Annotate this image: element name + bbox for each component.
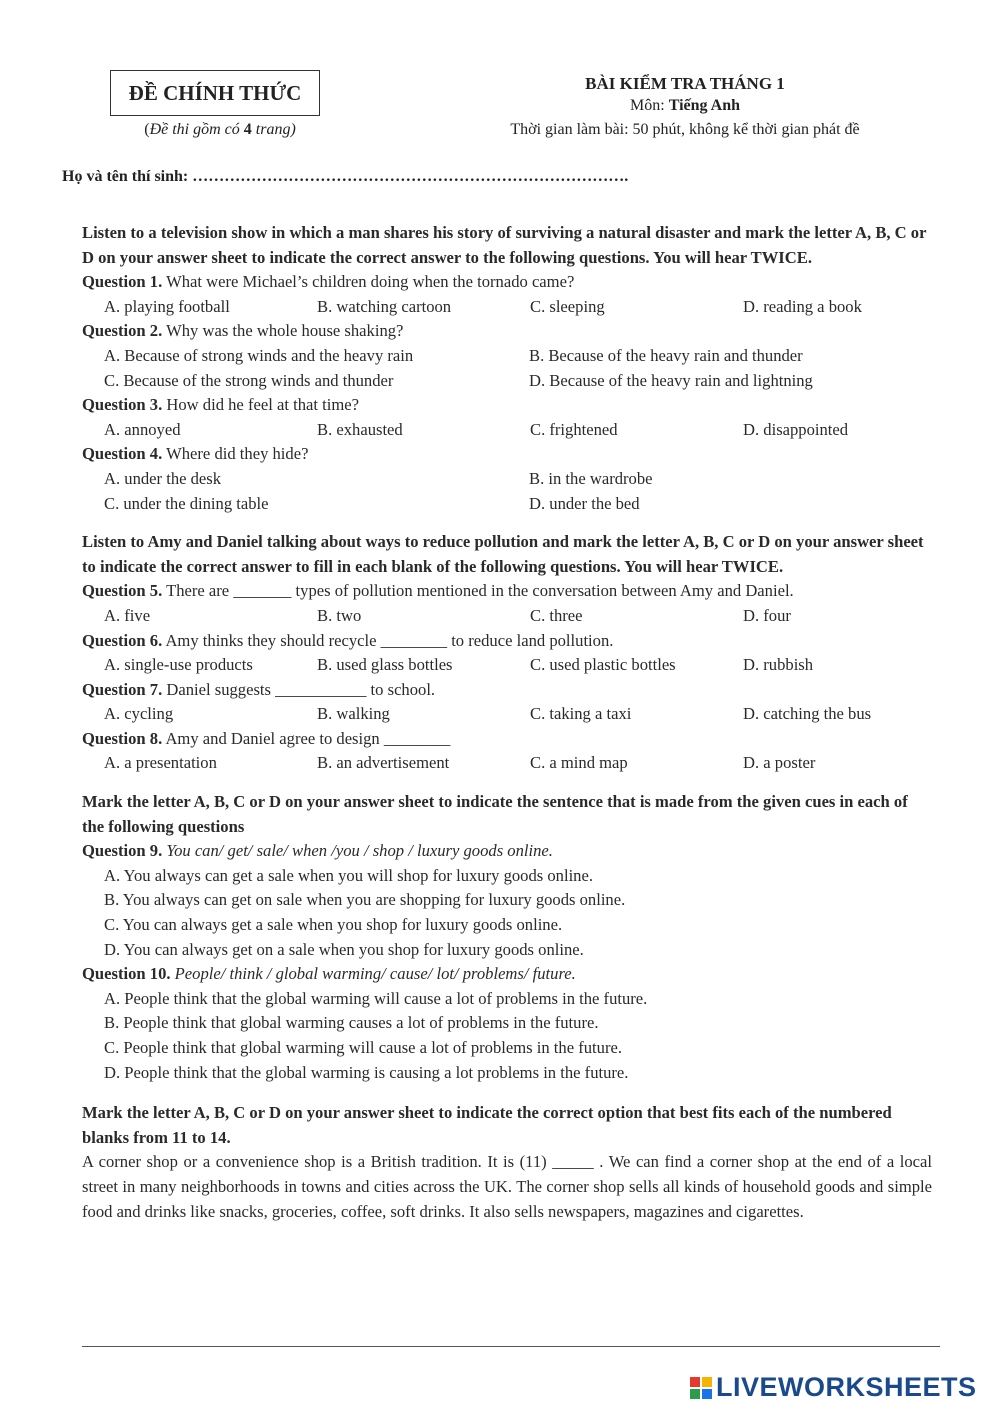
- option[interactable]: D. People think that the global warming is causing a lot problems in the future.: [104, 1062, 629, 1082]
- option[interactable]: C. a mind map: [530, 753, 628, 773]
- option[interactable]: A. annoyed: [104, 419, 181, 439]
- official-label: ĐỀ CHÍNH THỨC: [128, 80, 302, 105]
- option[interactable]: C. taking a taxi: [530, 704, 632, 724]
- bottom-divider: [82, 1346, 940, 1347]
- section3-instruction: Mark the letter A, B, C or D on your answer sheet to indicate the sentence that is made from the given cues in each of the following questions: [82, 792, 908, 836]
- option[interactable]: C. three: [530, 605, 583, 625]
- option[interactable]: B. People think that global warming causes a lot of problems in the future.: [104, 1013, 599, 1033]
- option[interactable]: D. disappointed: [743, 419, 849, 439]
- option[interactable]: C. sleeping: [530, 296, 605, 316]
- logo-square: [702, 1389, 712, 1399]
- logo-square: [690, 1389, 700, 1399]
- option[interactable]: B. an advertisement: [317, 753, 450, 773]
- option[interactable]: C. People think that global warming will cause a lot of problems in the future.: [104, 1038, 622, 1057]
- question-7-options: [82, 702, 932, 727]
- page-count-note: (Đề thi gồm có 4 trang): [144, 121, 296, 138]
- logo-text: LIVEWORKSHEETS: [716, 1372, 977, 1402]
- option[interactable]: B. Because of the heavy rain and thunder: [529, 345, 803, 365]
- question-2-options-row2: [82, 369, 932, 394]
- option[interactable]: D. Because of the heavy rain and lightning: [529, 370, 813, 390]
- student-name-line: Họ và tên thí sinh: ……………………………………………………………………….: [62, 168, 629, 185]
- option[interactable]: B. in the wardrobe: [529, 468, 653, 488]
- question-8: Question 8. Amy and Daniel agree to design ________: [82, 728, 451, 748]
- question-5-options: [82, 604, 932, 629]
- question-1-options: [82, 295, 932, 320]
- question-6-options: [82, 653, 932, 678]
- question-2: Question 2. Why was the whole house shaking?: [82, 321, 404, 341]
- exam-subject: Môn: Tiếng Anh: [630, 97, 740, 114]
- option[interactable]: A. playing football: [104, 296, 230, 316]
- option[interactable]: C. under the dining table: [104, 493, 269, 513]
- logo-icon: [690, 1377, 712, 1399]
- option[interactable]: C. You can always get a sale when you shop for luxury goods online.: [104, 915, 563, 935]
- option[interactable]: B. exhausted: [317, 419, 403, 439]
- option[interactable]: C. frightened: [530, 419, 618, 439]
- question-4: Question 4. Where did they hide?: [82, 444, 309, 464]
- option[interactable]: A. Because of strong winds and the heavy rain: [104, 345, 414, 365]
- option[interactable]: A. cycling: [104, 704, 174, 724]
- option[interactable]: D. under the bed: [529, 493, 640, 513]
- question-7: Question 7. Daniel suggests ___________ to school.: [82, 679, 436, 699]
- option[interactable]: B. walking: [317, 704, 390, 724]
- option[interactable]: B. two: [317, 605, 362, 625]
- option[interactable]: D. reading a book: [743, 296, 862, 316]
- option[interactable]: B. watching cartoon: [317, 296, 452, 316]
- section2-instruction: Listen to Amy and Daniel talking about ways to reduce pollution and mark the letter A, B, C or D on your answer sheet to indicate the correct answer to fill in each blank of the following questions. You will hear TWICE.: [82, 532, 924, 576]
- option[interactable]: C. Because of the strong winds and thunder: [104, 370, 394, 390]
- exam-time: Thời gian làm bài: 50 phút, không kể thời gian phát đề: [510, 121, 860, 138]
- option[interactable]: C. used plastic bottles: [530, 655, 676, 675]
- option[interactable]: D. catching the bus: [743, 704, 872, 724]
- option[interactable]: A. five: [104, 605, 151, 625]
- question-3: Question 3. How did he feel at that time?: [82, 395, 359, 415]
- question-1: Question 1. What were Michael’s children doing when the tornado came?: [82, 272, 575, 292]
- question-9: Question 9. You can/ get/ sale/ when /you / shop / luxury goods online.: [82, 841, 553, 861]
- question-4-options-row2: [82, 492, 932, 517]
- question-3-options: [82, 418, 932, 443]
- section4-instruction: Mark the letter A, B, C or D on your answer sheet to indicate the correct option that best fits each of the numbered blanks from 11 to 14.: [82, 1103, 892, 1147]
- option[interactable]: B. You always can get on sale when you are shopping for luxury goods online.: [104, 890, 626, 910]
- question-5: Question 5. There are _______ types of pollution mentioned in the conversation between Amy and Daniel.: [82, 581, 794, 601]
- question-2-options-row1: [82, 344, 932, 369]
- logo-square: [702, 1377, 712, 1387]
- question-8-options: [82, 751, 932, 776]
- exam-title: BÀI KIỂM TRA THÁNG 1: [585, 74, 785, 93]
- reading-passage: A corner shop or a convenience shop is a British tradition. It is (11) _____ . We can find a corner shop at the end of a local street in many neighborhoods in towns and cities across the UK. The corner shop sells all kinds of household goods and simple food and drinks like snacks, groceries, coffee, soft drinks. It also sells newspapers, magazines and cigarettes.: [82, 1152, 932, 1221]
- option[interactable]: D. a poster: [743, 753, 816, 773]
- section1-instruction: Listen to a television show in which a man shares his story of surviving a natural disaster and mark the letter A, B, C or D on your answer sheet to indicate the correct answer to the following questions. You will hear TWICE.: [82, 223, 927, 267]
- question-10: Question 10. People/ think / global warming/ cause/ lot/ problems/ future.: [82, 964, 576, 984]
- option[interactable]: B. used glass bottles: [317, 655, 453, 675]
- exam-content: [82, 221, 932, 1224]
- question-4-options-row1: [82, 467, 932, 492]
- option[interactable]: A. People think that the global warming will cause a lot of problems in the future.: [104, 988, 648, 1008]
- option[interactable]: A. under the desk: [104, 468, 222, 488]
- option[interactable]: D. You can always get on a sale when you shop for luxury goods online.: [104, 939, 584, 959]
- official-exam-box: [110, 70, 320, 116]
- liveworksheets-logo: [690, 1372, 977, 1403]
- option[interactable]: A. You always can get a sale when you will shop for luxury goods online.: [104, 865, 593, 885]
- option[interactable]: A. single-use products: [104, 655, 253, 675]
- option[interactable]: D. four: [743, 605, 791, 625]
- logo-square: [690, 1377, 700, 1387]
- question-6: Question 6. Amy thinks they should recycle ________ to reduce land pollution.: [82, 630, 614, 650]
- option[interactable]: A. a presentation: [104, 753, 217, 773]
- option[interactable]: D. rubbish: [743, 655, 814, 675]
